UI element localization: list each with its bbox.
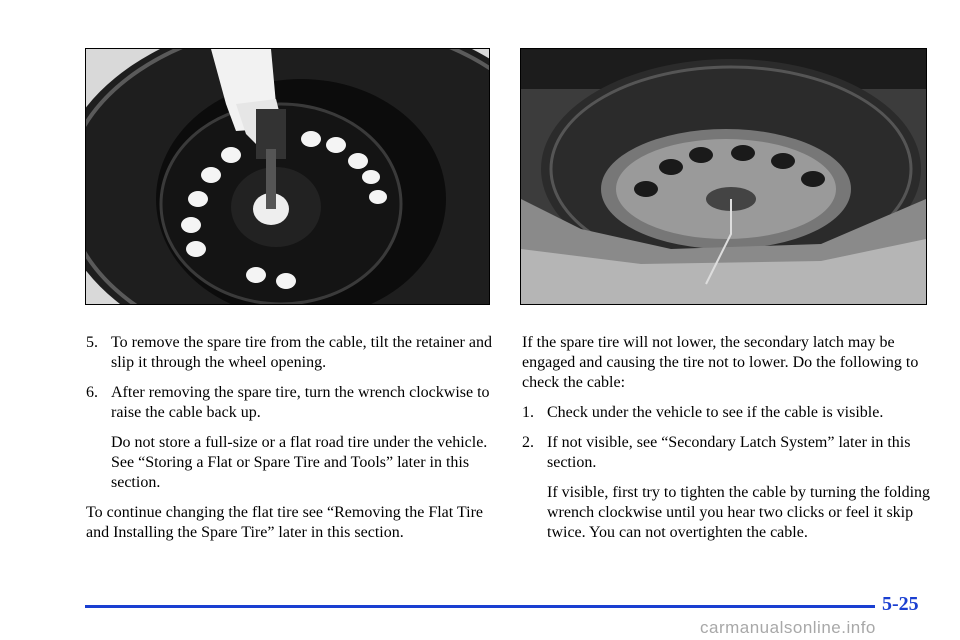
spare-tire-retainer-photo [85, 48, 490, 305]
spare-tire-under-vehicle-photo [520, 48, 927, 305]
step-text: After removing the spare tire, turn the wrench clockwise to raise the cable back up. [111, 384, 490, 421]
step-text: To remove the spare tire from the cable, tilt the retainer and slip it through the wheel opening. [111, 334, 492, 371]
secondary-latch-intro: If the spare tire will not lower, the secondary latch may be engaged and causing the tire not to lower. Do the following to check the cable: [522, 334, 919, 391]
step-6 [86, 383, 506, 423]
right-text-column [522, 333, 942, 553]
footer-rule [85, 605, 875, 608]
step-number: 1. [522, 404, 534, 421]
step-1 [522, 403, 942, 423]
tighten-cable-note: If visible, first try to tighten the cable by turning the folding wrench clockwise until you hear two clicks or feel it skip twice. You can not overtighten the cable. [547, 484, 931, 541]
step-2 [522, 433, 942, 473]
step-text: If not visible, see “Secondary Latch System” later in this section. [547, 434, 911, 471]
left-text-column [86, 333, 506, 553]
storage-note: Do not store a full-size or a flat road tire under the vehicle. See “Storing a Flat or Spare Tire and Tools” later in this section. [111, 434, 488, 491]
watermark: carmanualsonline.info [700, 618, 876, 637]
step-number: 2. [522, 434, 534, 451]
step-text: Check under the vehicle to see if the cable is visible. [547, 404, 884, 421]
continue-paragraph: To continue changing the flat tire see “Removing the Flat Tire and Installing the Spare Tire” later in this section. [86, 504, 484, 541]
step-number: 5. [86, 334, 98, 351]
step-number: 6. [86, 384, 98, 401]
page-number: 5-25 [882, 593, 919, 615]
step-5 [86, 333, 506, 373]
